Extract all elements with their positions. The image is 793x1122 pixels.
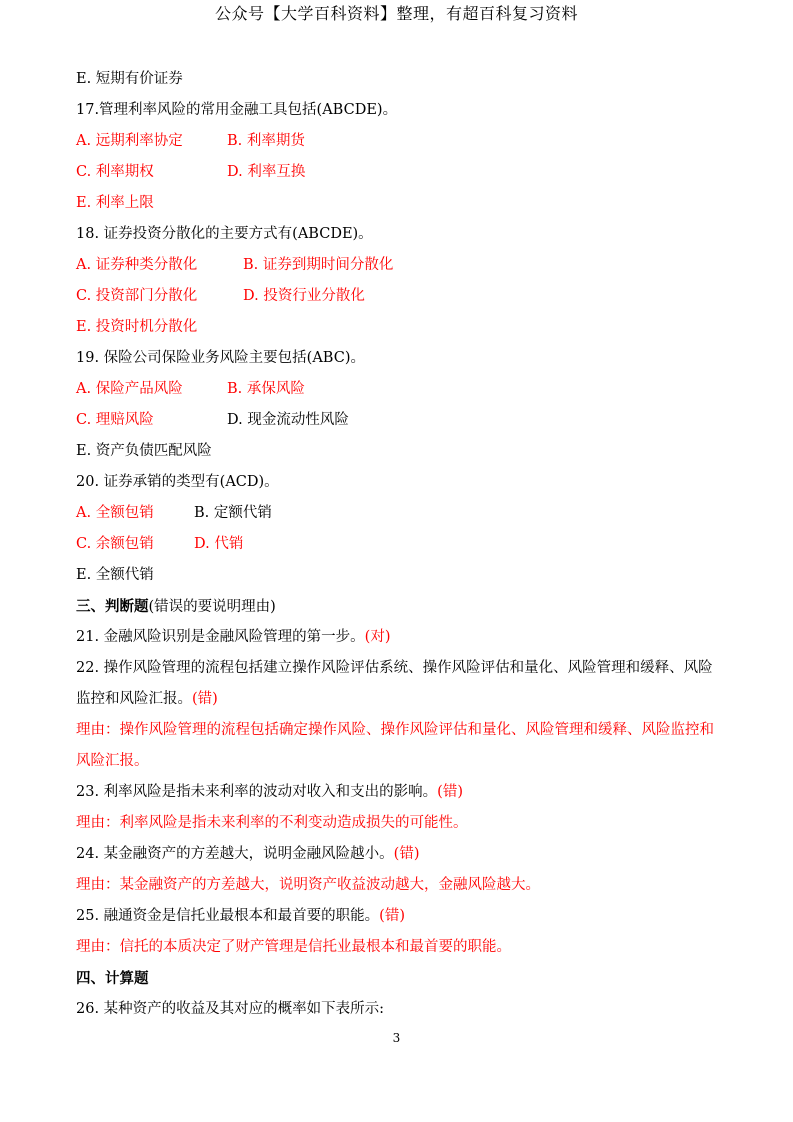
question-20: 20. 证券承销的类型有(ACD)。: [76, 474, 279, 490]
q18-option-a: A. 证券种类分散化: [76, 257, 198, 273]
q22-reason: 理由：操作风险管理的流程包括确定操作风险、操作风险评估和量化、风险管理和缓释、风险监控和风险汇报。: [76, 722, 714, 769]
q22-answer: (错): [192, 691, 218, 707]
q18-options-cd: [76, 281, 721, 312]
q19-option-d: D. 现金流动性风险: [227, 412, 349, 428]
q23-text: 23. 利率风险是指未来利率的波动对收入和支出的影响。: [76, 784, 438, 800]
q19-option-a: A. 保险产品风险: [76, 381, 183, 397]
q21-answer: (对): [364, 629, 391, 645]
q18-options-ab: [76, 250, 721, 281]
q20-options-ab: [76, 498, 721, 529]
q24-answer: (错): [393, 846, 420, 862]
q25-answer: (错): [379, 908, 405, 924]
q20-option-b: B. 定额代销: [194, 505, 272, 521]
q18-option-e: E. 投资时机分散化: [76, 319, 198, 335]
document-body: [76, 64, 721, 1025]
q22-text: 22. 操作风险管理的流程包括建立操作风险评估系统、操作风险评估和量化、风险管理和缓释、风险监控和风险汇报。: [76, 660, 713, 707]
q19-options-cd: [76, 405, 721, 436]
q19-option-e: E. 资产负债匹配风险: [76, 443, 212, 459]
question-24: [76, 839, 721, 870]
page-header: 公众号【大学百科资料】整理，有超百科复习资料: [214, 4, 578, 23]
question-17: 17.管理利率风险的常用金融工具包括(ABCDE)。: [76, 102, 398, 118]
section-3-note: (错误的要说明理由): [148, 599, 276, 615]
q17-option-a: A. 远期利率协定: [76, 133, 183, 149]
question-22: [76, 653, 721, 715]
q19-option-c: C. 理赔风险: [76, 412, 154, 428]
q21-text: 21. 金融风险识别是金融风险管理的第一步。: [76, 629, 365, 645]
q20-options-cd: [76, 529, 721, 560]
q25-text: 25. 融通资金是信托业最根本和最首要的职能。: [76, 908, 380, 924]
q20-option-e: E. 全额代销: [76, 567, 154, 583]
q17-options-cd: [76, 157, 721, 188]
section-4-title: 四、计算题: [76, 970, 149, 987]
section-3-heading: [76, 591, 721, 622]
question-19: 19. 保险公司保险业务风险主要包括(ABC)。: [76, 350, 365, 366]
question-18: 18. 证券投资分散化的主要方式有(ABCDE)。: [76, 226, 373, 242]
q24-text: 24. 某金融资产的方差越大，说明金融风险越小。: [76, 846, 394, 862]
q17-option-d: D. 利率互换: [227, 164, 306, 180]
q25-reason: 理由：信托的本质决定了财产管理是信托业最根本和最首要的职能。: [76, 939, 511, 955]
q23-answer: (错): [437, 784, 463, 800]
q18-option-b: B. 证券到期时间分散化: [243, 257, 394, 273]
q18-option-c: C. 投资部门分散化: [76, 288, 198, 304]
q17-option-b: B. 利率期货: [227, 133, 305, 149]
q18-option-d: D. 投资行业分散化: [243, 288, 365, 304]
question-23: [76, 777, 721, 808]
question-25: [76, 901, 721, 932]
q17-option-c: C. 利率期权: [76, 164, 154, 180]
q24-reason: 理由：某金融资产的方差越大，说明资产收益波动越大，金融风险越大。: [76, 877, 540, 893]
page-number: 3: [392, 1031, 401, 1045]
q19-options-ab: [76, 374, 721, 405]
question-21: [76, 622, 721, 653]
q20-option-c: C. 余额包销: [76, 536, 154, 552]
q17-options-ab: [76, 126, 721, 157]
q19-option-b: B. 承保风险: [227, 381, 305, 397]
q17-option-e: E. 利率上限: [76, 195, 154, 211]
q23-reason: 理由：利率风险是指未来利率的不利变动造成损失的可能性。: [76, 815, 468, 831]
section-3-title: 三、判断题: [76, 598, 149, 615]
q20-option-a: A. 全额包销: [76, 505, 154, 521]
q16-option-e: E. 短期有价证券: [76, 71, 183, 87]
q20-option-d: D. 代销: [194, 536, 244, 552]
question-26: 26. 某种资产的收益及其对应的概率如下表所示:: [76, 1001, 385, 1017]
